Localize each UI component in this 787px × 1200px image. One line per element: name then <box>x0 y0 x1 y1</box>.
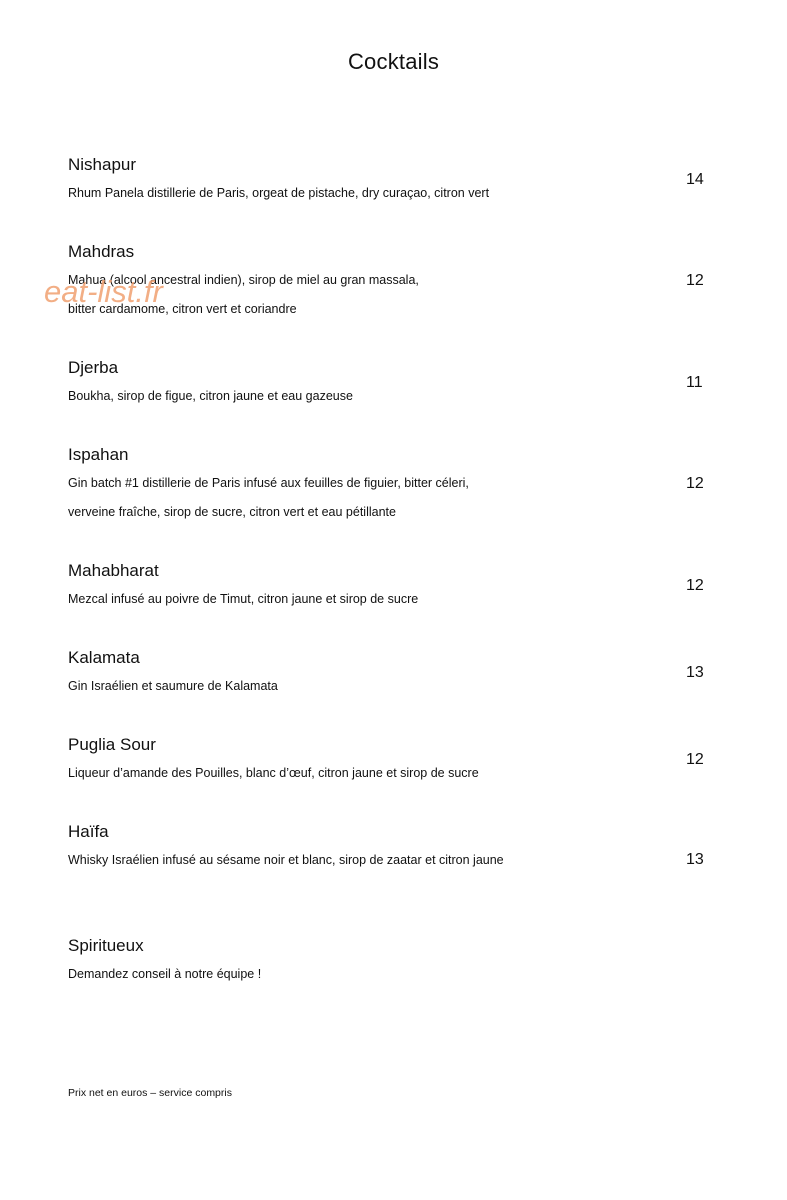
item-name: Haïfa <box>68 822 109 841</box>
item-description: Rhum Panela distillerie de Paris, orgeat de pistache, dry curaçao, citron vert <box>68 186 490 200</box>
spirits-description: Demandez conseil à notre équipe ! <box>68 967 262 981</box>
spirits-title: Spiritueux <box>68 936 144 955</box>
item-price: 12 <box>686 750 704 768</box>
item-price: 13 <box>686 663 704 681</box>
price-note: Prix net en euros – service compris <box>68 1087 232 1099</box>
item-name: Ispahan <box>68 445 129 464</box>
menu-item-mahdras <box>0 238 787 324</box>
item-description: Mahua (alcool ancestral indien), sirop de miel au gran massala, <box>68 273 419 287</box>
item-name: Djerba <box>68 358 119 377</box>
item-price: 12 <box>686 272 704 289</box>
item-price: 13 <box>686 851 704 868</box>
watermark: eat-list.fr <box>44 274 163 309</box>
item-name: Nishapur <box>68 155 137 174</box>
cocktail-list <box>0 151 787 905</box>
item-description: Liqueur d’amande des Pouilles, blanc d’œuf, citron jaune et sirop de sucre <box>68 766 479 780</box>
item-name: Mahdras <box>68 242 135 261</box>
item-description: Gin Israélien et saumure de Kalamata <box>68 679 278 693</box>
item-description: Boukha, sirop de figue, citron jaune et eau gazeuse <box>68 389 353 403</box>
menu-item-ispahan <box>0 441 787 527</box>
item-price: 11 <box>686 373 703 391</box>
item-price: 12 <box>686 576 704 594</box>
menu-item-mahabharat <box>0 557 787 614</box>
item-name: Kalamata <box>68 648 140 667</box>
item-price: 14 <box>686 170 704 188</box>
menu-item-nishapur <box>0 151 787 208</box>
item-description: Mezcal infusé au poivre de Timut, citron jaune et sirop de sucre <box>68 592 419 606</box>
item-description: Whisky Israélien infusé au sésame noir et blanc, sirop de zaatar et citron jaune <box>68 853 504 867</box>
item-description: verveine fraîche, sirop de sucre, citron vert et eau pétillante <box>68 505 396 519</box>
item-price: 12 <box>686 475 704 492</box>
menu-item-kalamata <box>0 644 787 701</box>
spirits-section <box>68 932 261 989</box>
menu-item-haifa <box>0 818 787 875</box>
menu-item-djerba <box>0 354 787 411</box>
item-description: Gin batch #1 distillerie de Paris infusé aux feuilles de figuier, bitter céleri, <box>68 476 469 490</box>
page-title: Cocktails <box>347 49 440 74</box>
item-description: bitter cardamome, citron vert et coriandre <box>68 302 297 316</box>
item-name: Puglia Sour <box>68 735 156 754</box>
menu-item-puglia-sour <box>0 731 787 788</box>
item-name: Mahabharat <box>68 561 159 580</box>
